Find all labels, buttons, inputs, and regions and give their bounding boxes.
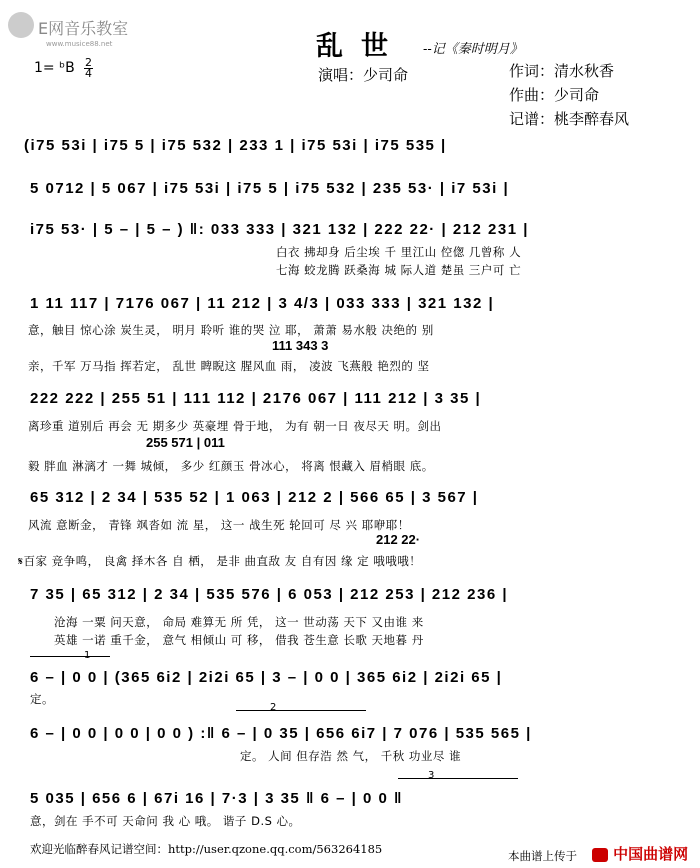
song-subtitle: --记《秦时明月》 xyxy=(423,42,523,57)
lyric-row-4b: 亲，千军 万马指 挥若定， 乱世 睥睨这 腥风血 雨， 凌波 飞燕般 艳烈的 坚 xyxy=(28,359,430,373)
lyric-row-7b: 英雄 一诺 重千金， 意气 相倾山 可 移， 借我 苍生意 长歌 天地暮 丹 xyxy=(54,633,424,647)
watermark-site: E网音乐教室 xyxy=(38,19,129,38)
lyric-row-5a: 离珍重 道别后 再会 无 期多少 英豪埋 骨于地， 为有 朝一日 夜尽天 明。剑出 xyxy=(28,419,442,433)
logo-mark-icon xyxy=(592,848,608,862)
time-top: 2 xyxy=(85,56,92,69)
lyric-row-3b: 七海 蛟龙腾 跃桑海 城 际人道 楚虽 三户可 亡 xyxy=(276,263,522,277)
transcriber-credit: 记谱：桃李醉春风 xyxy=(509,110,630,128)
score-row-4: 1 11 117 | 7176 067 | 11 212 | 3 4/3 | 033 333 | 321 132 | xyxy=(30,295,495,312)
volta-1-label: 1 xyxy=(84,650,91,661)
score-row-9: 6 – | 0 0 | 0 0 | 0 0 ) :‖ 6 – | 0 35 | 656 6i7 | 7 076 | 535 565 | xyxy=(30,725,532,742)
footer-logo-text: 中国曲谱网 xyxy=(613,845,689,863)
score-row-6: 65 312 | 2 34 | 535 52 | 1 063 | 212 2 | 566 65 | 3 567 | xyxy=(30,489,479,506)
composer-credit: 作曲：少司命 xyxy=(509,86,600,104)
key-signature: 1= ᵇB xyxy=(34,60,75,76)
watermark-url: www.musice88.net xyxy=(46,40,113,48)
volta-3-label: 3 xyxy=(428,770,435,781)
score-row-5: 222 222 | 255 51 | 111 112 | 2176 067 | 111 212 | 3 35 | xyxy=(30,390,482,407)
footer-uploaded: 本曲谱上传于 xyxy=(508,849,577,863)
lyric-row-8: 定。 xyxy=(30,692,54,706)
score-row-6-alt: 212 22· xyxy=(376,532,421,547)
song-title: 乱世 xyxy=(316,31,406,62)
lyric-row-10: 意，剑在 手不可 天命问 我 心 哦。 谐子 D.S 心。 xyxy=(30,814,301,828)
lyric-row-7a: 沧海 一粟 问天意， 命局 难算无 所 凭， 这一 世动荡 天下 又由谁 来 xyxy=(54,615,424,629)
score-row-2: 5 0712 | 5 067 | i75 53i | i75 5 | i75 532 | 235 53· | i7 53i | xyxy=(30,180,510,197)
time-bottom: 4 xyxy=(85,67,92,80)
footer-welcome: 欢迎光临醉春风记谱空间：http://user.qzone.qq.com/563264185 xyxy=(30,842,383,856)
time-signature xyxy=(84,58,93,79)
score-row-8: 6 – | 0 0 | (365 6i2 | 2i2i 65 | 3 – | 0 0 | 365 6i2 | 2i2i 65 | xyxy=(30,669,503,686)
singer-credit: 演唱：少司命 xyxy=(318,66,409,84)
score-row-4-alt: 111 343 3 xyxy=(272,338,329,353)
lyric-row-4a: 意，触目 惊心涂 炭生灵， 明月 聆听 谁的哭 泣 耶， 萧萧 易水般 决绝的 别 xyxy=(28,323,434,337)
volta-1-bracket xyxy=(30,656,110,657)
score-row-3: i75 53· | 5 – | 5 – ) ‖: 033 333 | 321 132 | 222 22· | 212 231 | xyxy=(30,221,529,238)
lyric-row-6b: 𝄋百家 竞争鸣， 良禽 择木各 自 栖， 是非 曲直敌 友 自有因 缘 定 哦哦哦！ xyxy=(18,554,422,568)
score-row-5-alt: 255 571 | 011 xyxy=(146,435,225,450)
score-row-10: 5 035 | 656 6 | 67i 16 | 7·3 | 3 35 ‖ 6 – | 0 0 ‖ xyxy=(30,790,403,807)
lyric-row-6a: 风流 意断金， 青锋 飒沓如 流 星， 这一 战生死 轮回可 尽 兴 耶咿耶！ xyxy=(28,518,410,532)
volta-2-bracket xyxy=(236,710,366,711)
volta-3-bracket xyxy=(398,778,518,779)
lyricist-credit: 作词：清水秋香 xyxy=(509,62,615,80)
lyric-row-5b: 毅 胖血 淋漓才 一舞 城倾， 多少 红颜玉 骨冰心， 将离 恨藏入 眉梢眼 底。 xyxy=(28,459,434,473)
score-row-1: (i75 53i | i75 5 | i75 532 | 233 1 | i75 53i | i75 535 | xyxy=(24,137,447,154)
footer-logo xyxy=(592,843,688,864)
watermark-logo-icon xyxy=(8,12,34,38)
lyric-row-9: 定。 人间 但存浩 然 气， 千秋 功业尽 谁 xyxy=(240,749,462,763)
volta-2-label: 2 xyxy=(270,702,277,713)
score-row-7: 7 35 | 65 312 | 2 34 | 535 576 | 6 053 | 212 253 | 212 236 | xyxy=(30,586,509,603)
lyric-row-3a: 白衣 拂却身 后尘埃 千 里江山 倥偬 几曾称 人 xyxy=(276,245,522,259)
